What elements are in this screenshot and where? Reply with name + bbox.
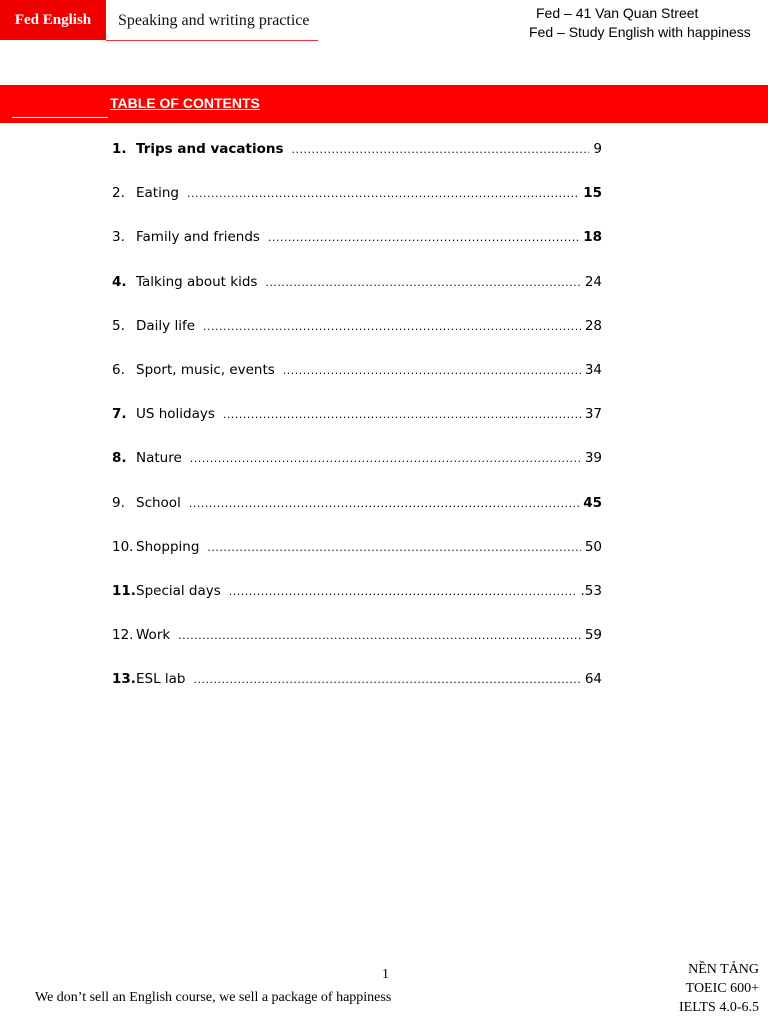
toc-item-leader	[187, 185, 579, 203]
toc-item-label[interactable]: US holidays	[136, 406, 215, 423]
toc-item-leader	[292, 141, 590, 159]
toc-item[interactable]	[112, 228, 602, 272]
toc-item[interactable]	[112, 361, 602, 405]
page-number: 1	[382, 967, 389, 982]
toc-item-number: 1.	[112, 141, 127, 157]
toc-item-page: 45	[583, 494, 602, 511]
toc-item[interactable]	[112, 626, 602, 670]
toc-item-leader	[178, 627, 581, 645]
toc-item-label[interactable]: Shopping	[136, 538, 200, 555]
header-address-line2: Fed – Study English with happiness	[529, 24, 751, 40]
toc-item-page: 28	[584, 317, 602, 334]
toc-item-page: 18	[583, 229, 602, 246]
toc-item-number: 10.	[112, 538, 134, 555]
toc-item-label[interactable]: Daily life	[136, 317, 196, 334]
toc-item-label[interactable]: Talking about kids	[136, 273, 258, 290]
toc-item[interactable]	[112, 273, 602, 317]
toc-item-number: 2.	[112, 185, 125, 202]
footer-course-info	[679, 960, 759, 1017]
toc-item-leader	[223, 406, 581, 424]
toc-item-leader	[189, 495, 579, 513]
toc-title: TABLE OF CONTENTS	[110, 95, 260, 111]
toc-item-label[interactable]: Sport, music, events	[136, 361, 275, 378]
toc-item-leader	[229, 583, 577, 601]
brand-name: Fed English	[14, 11, 92, 28]
toc-item[interactable]	[112, 538, 602, 582]
toc-item-number: 12.	[112, 627, 134, 644]
toc-item-leader	[190, 450, 581, 468]
toc-item-number: 5.	[112, 317, 125, 334]
toc-item-number: 3.	[112, 229, 125, 246]
toc-item[interactable]	[112, 582, 602, 626]
header-address-line1: Fed – 41 Van Quan Street	[536, 5, 699, 21]
header-subtitle: Speaking and writing practice	[118, 12, 310, 29]
footer-slogan: We don’t sell an English course, we sell a package of happiness	[35, 990, 392, 1005]
toc-item[interactable]	[112, 317, 602, 361]
footer-course-line2: TOEIC 600+	[685, 981, 759, 996]
toc-item-page: .53	[580, 582, 602, 599]
toc-item-leader	[203, 318, 581, 336]
toc-item-leader	[265, 274, 580, 292]
footer-course-line3: IELTS 4.0-6.5	[679, 1000, 759, 1015]
toc-item-number: 7.	[112, 406, 127, 423]
toc-item-number: 8.	[112, 450, 127, 467]
toc-item-page: 37	[584, 406, 602, 423]
toc-item-page: 50	[584, 538, 602, 555]
toc-item-label[interactable]: Trips and vacations	[136, 141, 284, 157]
toc-item-number: 13.	[112, 671, 136, 688]
toc-item[interactable]	[112, 184, 602, 228]
toc-item-number: 9.	[112, 494, 125, 511]
toc-item-leader	[207, 539, 580, 557]
toc-item[interactable]	[112, 449, 602, 493]
toc-item-number: 6.	[112, 361, 125, 378]
toc-item[interactable]	[112, 670, 602, 714]
toc-item-label[interactable]: Eating	[136, 185, 179, 202]
toc-item-label[interactable]: Work	[136, 627, 171, 644]
toc-item-label[interactable]: Nature	[136, 450, 182, 467]
toc-item-label[interactable]: Special days	[136, 582, 221, 599]
toc-item-leader	[283, 362, 581, 380]
footer-course-line1: NỀN TẢNG	[688, 962, 759, 977]
toc-item-leader	[194, 671, 581, 689]
brand-logo-box	[0, 0, 106, 40]
toc-item-page: 59	[584, 627, 602, 644]
toc-list	[112, 140, 602, 714]
toc-item-page: 24	[584, 273, 602, 290]
toc-item-page: 15	[583, 185, 602, 202]
toc-item-page: 39	[584, 450, 602, 467]
toc-item-label[interactable]: School	[136, 494, 181, 511]
header-underline	[106, 40, 318, 41]
toc-item[interactable]	[112, 405, 602, 449]
toc-banner-rule	[12, 117, 108, 118]
toc-item[interactable]	[112, 140, 602, 184]
toc-item-number: 4.	[112, 273, 127, 290]
toc-item-page: 64	[584, 671, 602, 688]
toc-item-page: 9	[593, 141, 602, 157]
toc-item-label[interactable]: ESL lab	[136, 671, 186, 688]
toc-item-page: 34	[584, 361, 602, 378]
toc-item-number: 11.	[112, 582, 136, 599]
toc-item-label[interactable]: Family and friends	[136, 229, 260, 246]
toc-item-leader	[268, 229, 579, 247]
toc-item[interactable]	[112, 494, 602, 538]
